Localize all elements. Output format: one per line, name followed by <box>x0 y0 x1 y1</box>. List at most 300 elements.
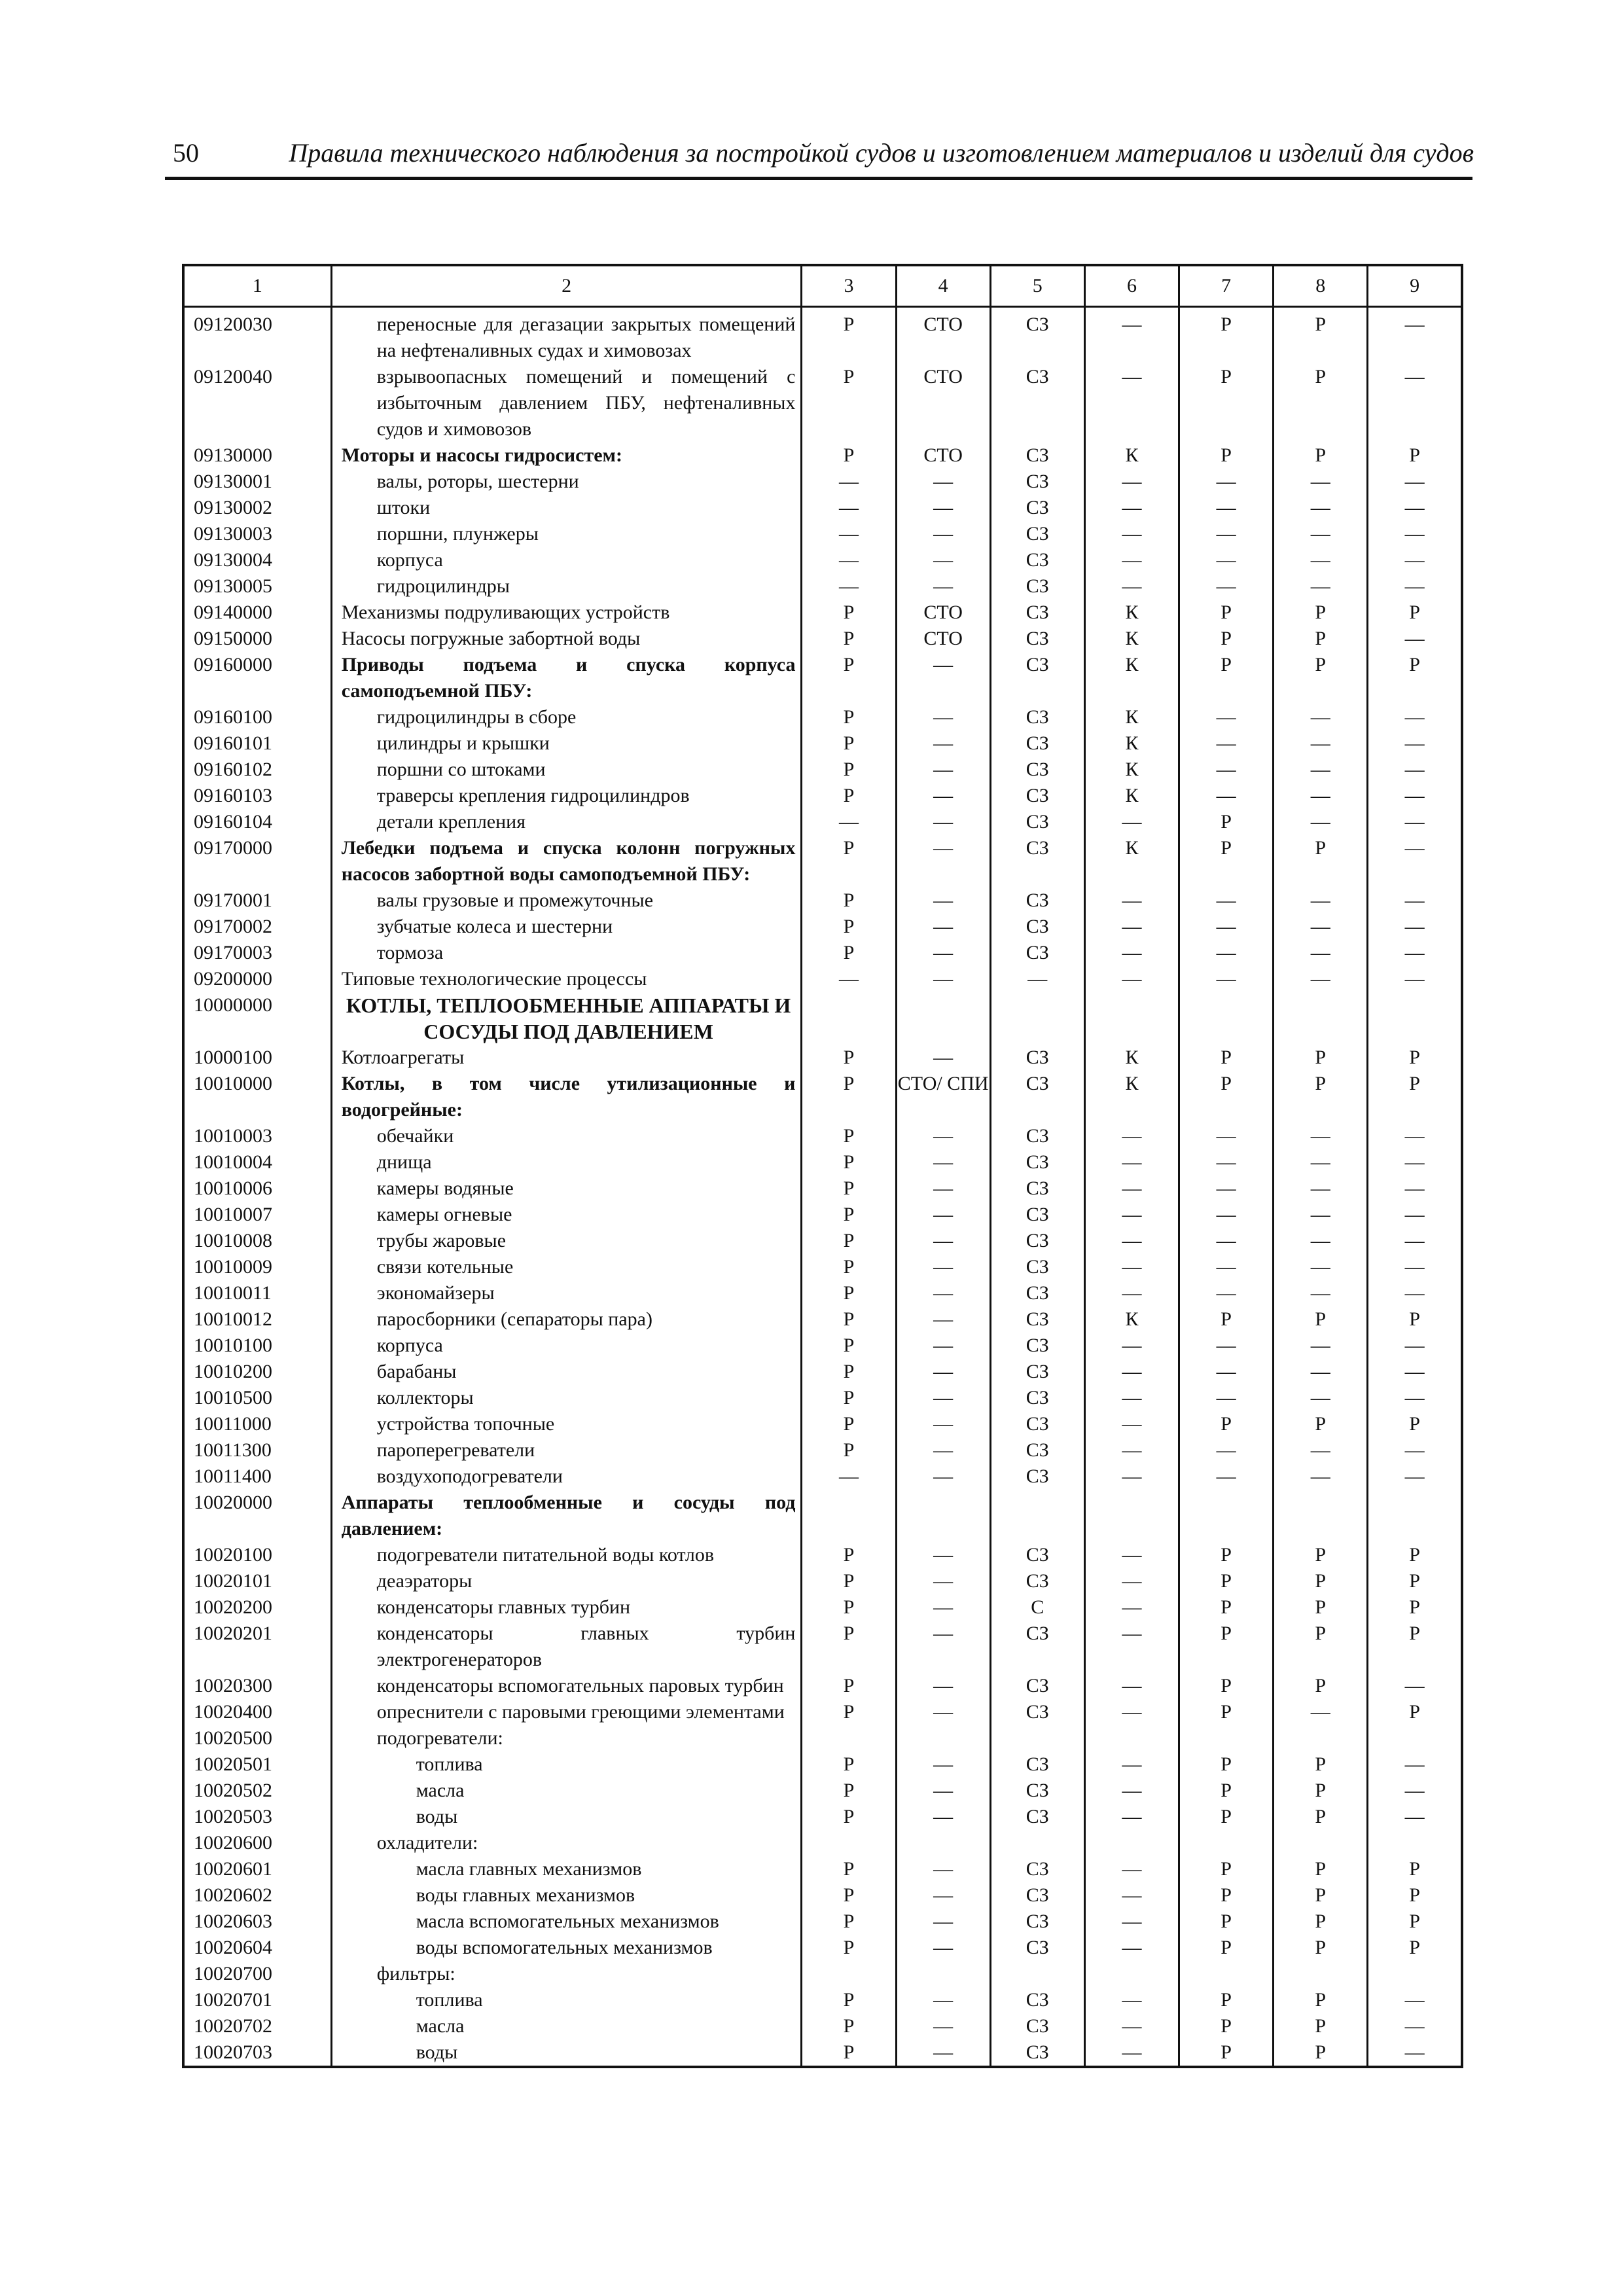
value-col-4: — <box>896 1306 990 1333</box>
table-row <box>183 1333 1462 1359</box>
value-col-9: Р <box>1368 1306 1462 1333</box>
page-header <box>165 137 1474 177</box>
item-code: 10020300 <box>183 1673 331 1699</box>
value-col-7: — <box>1179 469 1274 495</box>
item-code: 10020100 <box>183 1542 331 1568</box>
value-col-4: — <box>896 940 990 966</box>
value-col-8: — <box>1274 783 1368 809</box>
value-col-5: СЗ <box>990 1673 1084 1699</box>
value-col-4: — <box>896 1699 990 1725</box>
value-col-9: — <box>1368 1202 1462 1228</box>
header-rule <box>165 177 1472 180</box>
value-col-5: СЗ <box>990 364 1084 442</box>
value-col-4: — <box>896 1882 990 1909</box>
item-description: Механизмы подруливающих устройств <box>331 600 802 626</box>
value-col-4: — <box>896 1175 990 1202</box>
value-col-3 <box>802 992 896 1045</box>
value-col-6: — <box>1084 1202 1179 1228</box>
value-col-5: СЗ <box>990 1071 1084 1123</box>
value-col-8: — <box>1274 1699 1368 1725</box>
table-row <box>183 1751 1462 1778</box>
value-col-4: СТО <box>896 442 990 469</box>
value-col-5: СЗ <box>990 1699 1084 1725</box>
value-col-8 <box>1274 1961 1368 1987</box>
value-col-8: — <box>1274 940 1368 966</box>
value-col-3: Р <box>802 730 896 757</box>
value-col-5 <box>990 1725 1084 1751</box>
value-col-7: Р <box>1179 652 1274 704</box>
value-col-3: — <box>802 547 896 573</box>
value-col-4: — <box>896 1463 990 1490</box>
value-col-5: СЗ <box>990 495 1084 521</box>
item-description: переносные для дегазации закрытых помещений на нефтеналивных судах и химовозах <box>331 307 802 365</box>
value-col-7: Р <box>1179 364 1274 442</box>
value-col-9: — <box>1368 1333 1462 1359</box>
table-row <box>183 469 1462 495</box>
table-row <box>183 1909 1462 1935</box>
table-row <box>183 1359 1462 1385</box>
value-col-5: СЗ <box>990 914 1084 940</box>
value-col-5: СЗ <box>990 573 1084 600</box>
value-col-9 <box>1368 1961 1462 1987</box>
value-col-8: Р <box>1274 364 1368 442</box>
item-description: Типовые технологические процессы <box>331 966 802 992</box>
value-col-8: — <box>1274 730 1368 757</box>
value-col-7: Р <box>1179 1909 1274 1935</box>
value-col-6: К <box>1084 442 1179 469</box>
value-col-7: — <box>1179 573 1274 600</box>
item-code: 09130004 <box>183 547 331 573</box>
value-col-6: — <box>1084 1411 1179 1437</box>
table-row <box>183 888 1462 914</box>
value-col-5: СЗ <box>990 1333 1084 1359</box>
value-col-6: К <box>1084 1071 1179 1123</box>
value-col-7: Р <box>1179 1621 1274 1673</box>
item-code: 09170003 <box>183 940 331 966</box>
item-code: 09140000 <box>183 600 331 626</box>
value-col-8: — <box>1274 1175 1368 1202</box>
item-code: 10020604 <box>183 1935 331 1961</box>
table-row <box>183 757 1462 783</box>
value-col-8: — <box>1274 469 1368 495</box>
value-col-7: Р <box>1179 1594 1274 1621</box>
item-description: Аппараты теплообменные и сосуды под давлением: <box>331 1490 802 1542</box>
value-col-6: — <box>1084 1856 1179 1882</box>
item-description: Котлы, в том числе утилизационные и водогрейные: <box>331 1071 802 1123</box>
value-col-8: Р <box>1274 600 1368 626</box>
value-col-6: — <box>1084 1280 1179 1306</box>
value-col-5: СЗ <box>990 809 1084 835</box>
value-col-3: Р <box>802 1359 896 1385</box>
table-row <box>183 1987 1462 2013</box>
value-col-5: СЗ <box>990 835 1084 888</box>
table-row <box>183 704 1462 730</box>
item-code: 10020602 <box>183 1882 331 1909</box>
value-col-6: — <box>1084 1463 1179 1490</box>
table-row <box>183 547 1462 573</box>
value-col-9 <box>1368 1725 1462 1751</box>
value-col-9: — <box>1368 835 1462 888</box>
value-col-8: Р <box>1274 1987 1368 2013</box>
value-col-4: — <box>896 1856 990 1882</box>
table-body <box>183 307 1462 2068</box>
value-col-6: К <box>1084 835 1179 888</box>
value-col-5: СЗ <box>990 1280 1084 1306</box>
value-col-7: — <box>1179 730 1274 757</box>
item-description: масла главных механизмов <box>331 1856 802 1882</box>
value-col-4: — <box>896 704 990 730</box>
value-col-3: Р <box>802 1568 896 1594</box>
value-col-7: — <box>1179 757 1274 783</box>
item-code: 10020700 <box>183 1961 331 1987</box>
value-col-9: — <box>1368 1254 1462 1280</box>
value-col-7: — <box>1179 888 1274 914</box>
item-code: 10010007 <box>183 1202 331 1228</box>
value-col-9: Р <box>1368 1621 1462 1673</box>
running-title: Правила технического наблюдения за постройкой судов и изготовлением материалов и изделий для судов <box>289 138 1474 168</box>
table-row <box>183 1542 1462 1568</box>
item-code: 09130003 <box>183 521 331 547</box>
value-col-8: — <box>1274 1228 1368 1254</box>
value-col-5: СЗ <box>990 1909 1084 1935</box>
value-col-5: СЗ <box>990 1254 1084 1280</box>
value-col-8: Р <box>1274 1568 1368 1594</box>
item-code: 09150000 <box>183 626 331 652</box>
item-description: воды <box>331 1804 802 1830</box>
value-col-4: СТО <box>896 364 990 442</box>
value-col-9: Р <box>1368 1071 1462 1123</box>
value-col-8: Р <box>1274 2013 1368 2039</box>
value-col-6: К <box>1084 652 1179 704</box>
value-col-3: Р <box>802 757 896 783</box>
value-col-8: — <box>1274 1437 1368 1463</box>
value-col-6: К <box>1084 783 1179 809</box>
value-col-7: — <box>1179 783 1274 809</box>
item-code: 10020502 <box>183 1778 331 1804</box>
value-col-3: — <box>802 1463 896 1490</box>
value-col-3: Р <box>802 1909 896 1935</box>
value-col-4: СТО <box>896 600 990 626</box>
table-row <box>183 1568 1462 1594</box>
inspection-table <box>182 264 1463 2068</box>
value-col-5: СЗ <box>990 1175 1084 1202</box>
value-col-6: — <box>1084 307 1179 365</box>
value-col-3: Р <box>802 1045 896 1071</box>
value-col-3: Р <box>802 914 896 940</box>
table-row <box>183 442 1462 469</box>
table-row <box>183 1830 1462 1856</box>
value-col-7: — <box>1179 1385 1274 1411</box>
value-col-8: Р <box>1274 1621 1368 1673</box>
value-col-3: Р <box>802 442 896 469</box>
value-col-3: Р <box>802 1149 896 1175</box>
table-row <box>183 1882 1462 1909</box>
value-col-9: — <box>1368 573 1462 600</box>
value-col-9: — <box>1368 809 1462 835</box>
value-col-8: — <box>1274 1202 1368 1228</box>
value-col-5: СЗ <box>990 1804 1084 1830</box>
value-col-6: — <box>1084 1909 1179 1935</box>
value-col-5: СЗ <box>990 1123 1084 1149</box>
table-row <box>183 914 1462 940</box>
value-col-5: СЗ <box>990 1882 1084 1909</box>
value-col-7 <box>1179 1961 1274 1987</box>
table-row <box>183 1804 1462 1830</box>
value-col-7: Р <box>1179 600 1274 626</box>
value-col-6: — <box>1084 809 1179 835</box>
value-col-4: СТО <box>896 626 990 652</box>
item-description: тормоза <box>331 940 802 966</box>
value-col-4: — <box>896 1385 990 1411</box>
table-row <box>183 364 1462 442</box>
value-col-9: — <box>1368 966 1462 992</box>
value-col-7: — <box>1179 1463 1274 1490</box>
item-description: воды <box>331 2039 802 2067</box>
item-description: подогреватели: <box>331 1725 802 1751</box>
value-col-9: — <box>1368 521 1462 547</box>
value-col-4: — <box>896 1437 990 1463</box>
value-col-6: — <box>1084 521 1179 547</box>
value-col-6 <box>1084 1725 1179 1751</box>
item-code: 10020603 <box>183 1909 331 1935</box>
item-description: валы грузовые и промежуточные <box>331 888 802 914</box>
item-description: детали крепления <box>331 809 802 835</box>
value-col-7 <box>1179 992 1274 1045</box>
item-code: 10020601 <box>183 1856 331 1882</box>
value-col-7: Р <box>1179 2013 1274 2039</box>
value-col-5: СЗ <box>990 1568 1084 1594</box>
table-row <box>183 1071 1462 1123</box>
table-row <box>183 1490 1462 1542</box>
value-col-4: — <box>896 2013 990 2039</box>
value-col-3: — <box>802 966 896 992</box>
table-row <box>183 2039 1462 2067</box>
value-col-8: — <box>1274 1359 1368 1385</box>
value-col-7: Р <box>1179 1987 1274 2013</box>
item-code: 10010000 <box>183 1071 331 1123</box>
value-col-7: — <box>1179 914 1274 940</box>
value-col-8: Р <box>1274 307 1368 365</box>
item-description: пароперегреватели <box>331 1437 802 1463</box>
item-code: 09130002 <box>183 495 331 521</box>
value-col-6: К <box>1084 600 1179 626</box>
value-col-4: — <box>896 547 990 573</box>
value-col-3: — <box>802 809 896 835</box>
value-col-9: — <box>1368 1673 1462 1699</box>
item-description: опреснители с паровыми греющими элементами <box>331 1699 802 1725</box>
item-description: взрывоопасных помещений и помещений с избыточным давлением ПБУ, нефтеналивных судов и химовозов <box>331 364 802 442</box>
table-row <box>183 1725 1462 1751</box>
value-col-3: — <box>802 469 896 495</box>
value-col-4: — <box>896 2039 990 2067</box>
item-description: топлива <box>331 1987 802 2013</box>
column-number-row <box>183 265 1462 307</box>
value-col-9: Р <box>1368 1411 1462 1437</box>
value-col-8: — <box>1274 888 1368 914</box>
value-col-9: Р <box>1368 1542 1462 1568</box>
value-col-7: — <box>1179 940 1274 966</box>
value-col-7: Р <box>1179 2039 1274 2067</box>
value-col-4: — <box>896 1359 990 1385</box>
value-col-6: — <box>1084 1175 1179 1202</box>
value-col-8 <box>1274 1830 1368 1856</box>
value-col-5: СЗ <box>990 940 1084 966</box>
value-col-8: — <box>1274 573 1368 600</box>
value-col-3: Р <box>802 1385 896 1411</box>
value-col-5: СЗ <box>990 1228 1084 1254</box>
item-description: конденсаторы главных турбин <box>331 1594 802 1621</box>
table-row <box>183 1673 1462 1699</box>
value-col-8: Р <box>1274 1594 1368 1621</box>
table-row <box>183 307 1462 365</box>
value-col-8: — <box>1274 1463 1368 1490</box>
value-col-9 <box>1368 992 1462 1045</box>
value-col-3: Р <box>802 1333 896 1359</box>
table-row <box>183 1411 1462 1437</box>
item-code: 09130000 <box>183 442 331 469</box>
value-col-3: Р <box>802 1778 896 1804</box>
table-row <box>183 1463 1462 1490</box>
value-col-6: — <box>1084 966 1179 992</box>
value-col-9: — <box>1368 730 1462 757</box>
value-col-3: Р <box>802 1621 896 1673</box>
item-description: устройства топочные <box>331 1411 802 1437</box>
value-col-3: Р <box>802 1254 896 1280</box>
table-row <box>183 1437 1462 1463</box>
item-description: поршни со штоками <box>331 757 802 783</box>
page-number: 50 <box>173 138 199 168</box>
value-col-5: СЗ <box>990 1045 1084 1071</box>
value-col-5: СЗ <box>990 442 1084 469</box>
item-code: 10020702 <box>183 2013 331 2039</box>
value-col-3: Р <box>802 1751 896 1778</box>
value-col-8: Р <box>1274 1542 1368 1568</box>
item-description: конденсаторы главных турбин электрогенераторов <box>331 1621 802 1673</box>
item-description: связи котельные <box>331 1254 802 1280</box>
value-col-4: — <box>896 521 990 547</box>
item-code: 10020701 <box>183 1987 331 2013</box>
item-description: Котлоагрегаты <box>331 1045 802 1071</box>
value-col-5: СЗ <box>990 1987 1084 2013</box>
item-code: 09120030 <box>183 307 331 365</box>
value-col-9: Р <box>1368 442 1462 469</box>
value-col-7: — <box>1179 1280 1274 1306</box>
value-col-9: Р <box>1368 652 1462 704</box>
value-col-7: Р <box>1179 835 1274 888</box>
value-col-6 <box>1084 992 1179 1045</box>
value-col-8: Р <box>1274 626 1368 652</box>
item-description: фильтры: <box>331 1961 802 1987</box>
value-col-7: Р <box>1179 626 1274 652</box>
value-col-4: — <box>896 1673 990 1699</box>
table-row <box>183 809 1462 835</box>
value-col-6: К <box>1084 626 1179 652</box>
value-col-9: — <box>1368 1987 1462 2013</box>
value-col-7: Р <box>1179 1778 1274 1804</box>
value-col-6 <box>1084 1490 1179 1542</box>
table-row <box>183 1385 1462 1411</box>
value-col-8: — <box>1274 1385 1368 1411</box>
value-col-3: Р <box>802 1202 896 1228</box>
value-col-3: Р <box>802 652 896 704</box>
value-col-3: Р <box>802 626 896 652</box>
value-col-5 <box>990 1961 1084 1987</box>
value-col-8: Р <box>1274 1882 1368 1909</box>
value-col-5: СЗ <box>990 1751 1084 1778</box>
item-description: Лебедки подъема и спуска колонн погружных насосов забортной воды самоподъемной ПБУ: <box>331 835 802 888</box>
value-col-5: СЗ <box>990 783 1084 809</box>
item-code: 09170001 <box>183 888 331 914</box>
value-col-6: — <box>1084 1935 1179 1961</box>
value-col-8: Р <box>1274 652 1368 704</box>
value-col-8: — <box>1274 809 1368 835</box>
value-col-9: — <box>1368 1280 1462 1306</box>
item-description: гидроцилиндры <box>331 573 802 600</box>
value-col-8 <box>1274 1490 1368 1542</box>
table-row <box>183 495 1462 521</box>
value-col-9: — <box>1368 2039 1462 2067</box>
value-col-4: — <box>896 730 990 757</box>
value-col-4: — <box>896 888 990 914</box>
table-row <box>183 1123 1462 1149</box>
column-header: 1 <box>183 265 331 307</box>
value-col-5: СЗ <box>990 1149 1084 1175</box>
value-col-6: — <box>1084 495 1179 521</box>
value-col-4: — <box>896 914 990 940</box>
value-col-6: — <box>1084 1594 1179 1621</box>
item-description: топлива <box>331 1751 802 1778</box>
value-col-9: — <box>1368 914 1462 940</box>
value-col-5 <box>990 992 1084 1045</box>
value-col-3 <box>802 1830 896 1856</box>
item-code: 10020000 <box>183 1490 331 1542</box>
value-col-4: — <box>896 1045 990 1071</box>
item-code: 10020500 <box>183 1725 331 1751</box>
column-header: 3 <box>802 265 896 307</box>
value-col-8: — <box>1274 1123 1368 1149</box>
table-row <box>183 1699 1462 1725</box>
value-col-5: СЗ <box>990 521 1084 547</box>
value-col-6: — <box>1084 2039 1179 2067</box>
value-col-4: — <box>896 783 990 809</box>
value-col-6: — <box>1084 1987 1179 2013</box>
value-col-3: Р <box>802 1071 896 1123</box>
value-col-5: СЗ <box>990 1463 1084 1490</box>
value-col-5: СЗ <box>990 704 1084 730</box>
value-col-7: Р <box>1179 1935 1274 1961</box>
item-description: днища <box>331 1149 802 1175</box>
value-col-8: — <box>1274 1149 1368 1175</box>
value-col-5: СЗ <box>990 626 1084 652</box>
value-col-9: — <box>1368 1175 1462 1202</box>
table-row <box>183 1594 1462 1621</box>
value-col-5: СЗ <box>990 1385 1084 1411</box>
value-col-9 <box>1368 1490 1462 1542</box>
value-col-4: — <box>896 835 990 888</box>
item-description: охладители: <box>331 1830 802 1856</box>
value-col-3: Р <box>802 1306 896 1333</box>
table-row <box>183 783 1462 809</box>
value-col-4: — <box>896 757 990 783</box>
value-col-5: СЗ <box>990 730 1084 757</box>
value-col-3: Р <box>802 1280 896 1306</box>
value-col-5: СЗ <box>990 888 1084 914</box>
value-col-3: Р <box>802 2013 896 2039</box>
value-col-8: — <box>1274 495 1368 521</box>
table-row <box>183 652 1462 704</box>
value-col-9: — <box>1368 364 1462 442</box>
table-row <box>183 1778 1462 1804</box>
